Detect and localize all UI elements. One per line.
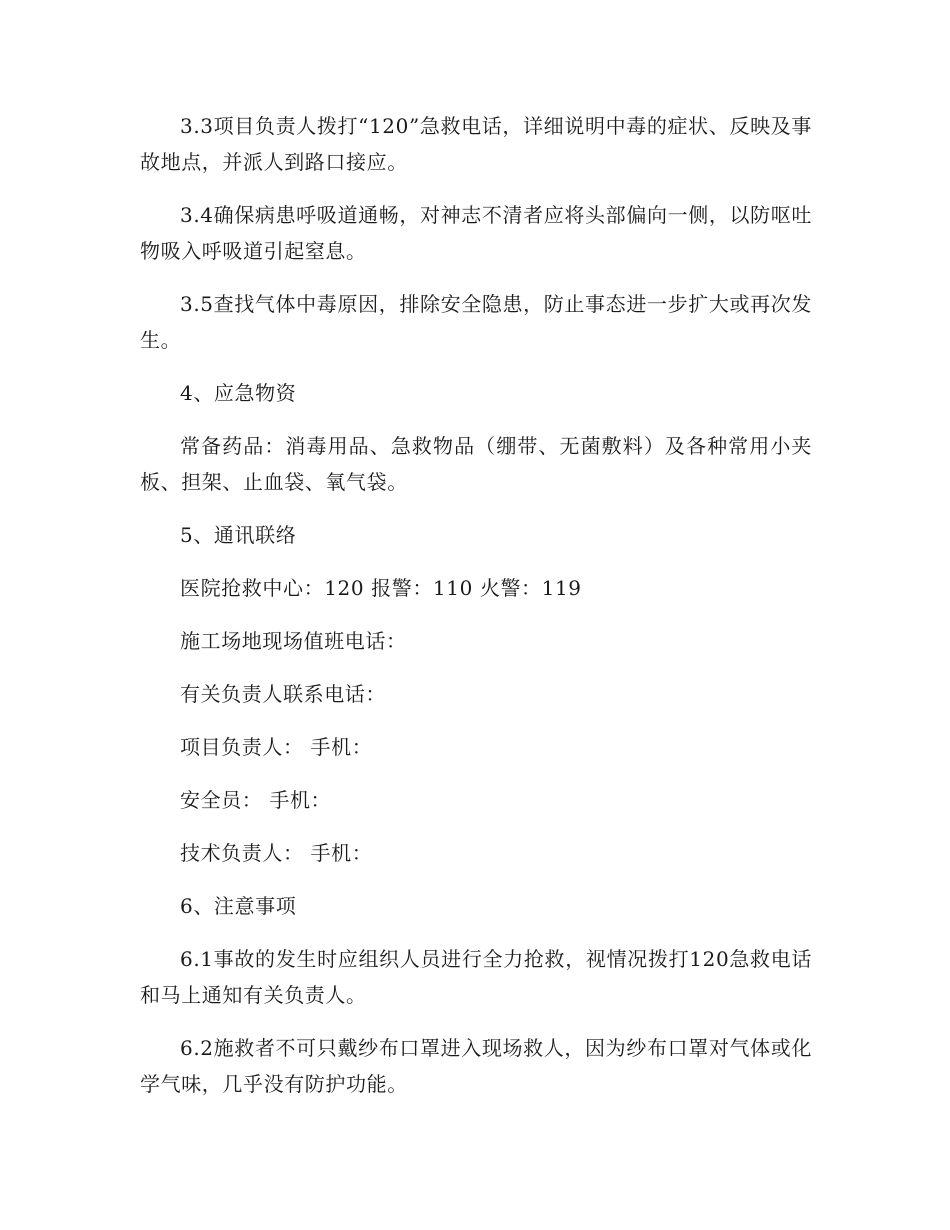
paragraph-3-5: 3.5查找气体中毒原因，排除安全隐患，防止事态进一步扩大或再次发生。	[140, 292, 812, 352]
paragraph-supplies: 常备药品：消毒用品、急救物品（绷带、无菌敷料）及各种常用小夹板、担架、止血袋、氧气袋。	[140, 434, 812, 494]
section-heading-6: 6、注意事项	[180, 894, 297, 918]
technical-lead-contact: 技术负责人： 手机：	[180, 841, 373, 865]
emergency-numbers: 医院抢救中心：120 报警：110 火警：119	[180, 576, 582, 600]
paragraph-3-3: 3.3项目负责人拨打“120”急救电话，详细说明中毒的症状、反映及事故地点，并派人到路口接应。	[140, 114, 812, 174]
section-heading-4: 4、应急物资	[180, 381, 297, 405]
site-duty-phone: 施工场地现场值班电话：	[180, 629, 407, 653]
paragraph-3-4: 3.4确保病患呼吸道通畅，对神志不清者应将头部偏向一侧，以防呕吐物吸入呼吸道引起窒息。	[140, 203, 812, 263]
paragraph-6-2: 6.2施救者不可只戴纱布口罩进入现场救人，因为纱布口罩对气体或化学气味，几乎没有防护功能。	[140, 1036, 812, 1096]
contact-phones: 有关负责人联系电话：	[180, 682, 386, 706]
safety-officer-contact: 安全员： 手机：	[180, 788, 332, 812]
project-manager-contact: 项目负责人： 手机：	[180, 735, 373, 759]
paragraph-6-1: 6.1事故的发生时应组织人员进行全力抢救，视情况拨打120急救电话和马上通知有关负责人。	[140, 947, 812, 1007]
document-body	[140, 108, 812, 1119]
section-heading-5: 5、通讯联络	[180, 523, 297, 547]
